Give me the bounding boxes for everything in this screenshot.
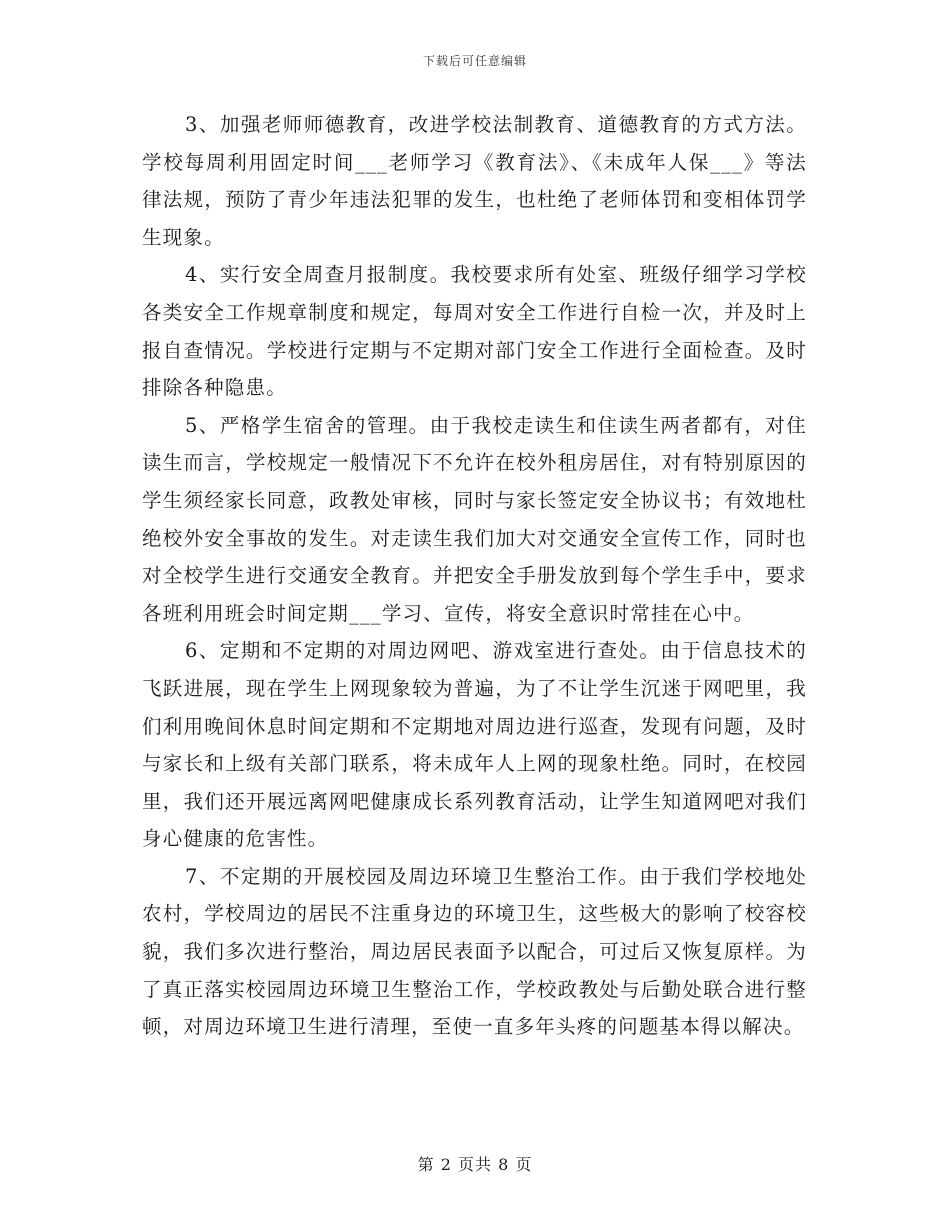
paragraph-item-3: 3、加强老师师德教育，改进学校法制教育、道德教育的方式方法。学校每周利用固定时间___老师学习《教育法》、《未成年人保___》等法律法规，预防了青少年违法犯罪的发生，也杜绝了老师体罚和变相体罚学生现象。 — [142, 113, 807, 249]
page-header: 下载后可任意编辑 — [422, 54, 527, 68]
paragraph-item-6: 6、定期和不定期的对周边网吧、游戏室进行查处。由于信息技术的飞跃进展，现在学生上网现象较为普遍，为了不让学生沉迷于网吧里，我们利用晚间休息时间定期和不定期地对周边进行巡查，发现有问题，及时与家长和上级有关部门联系，将未成年人上网的现象杜绝。同时，在校园里，我们还开展远离网吧健康成长系列教育活动，让学生知道网吧对我们身心健康的危害性。 — [142, 639, 807, 851]
paragraph-item-7: 7、不定期的开展校园及周边环境卫生整治工作。由于我们学校地处农村，学校周边的居民不注重身边的环境卫生，这些极大的影响了校容校貌，我们多次进行整治，周边居民表面予以配合，可过后又恢复原样。为了真正落实校园周边环境卫生整治工作，学校政教处与后勤处联合进行整顿，对周边环境卫生进行清理，至使一直多年头疼的问题基本得以解决。 — [142, 864, 807, 1039]
paragraph-item-4: 4、实行安全周查月报制度。我校要求所有处室、班级仔细学习学校各类安全工作规章制度和规定，每周对安全工作进行自检一次，并及时上报自查情况。学校进行定期与不定期对部门安全工作进行全面检查。及时排除各种隐患。 — [142, 263, 807, 400]
paragraph-item-5: 5、严格学生宿舍的管理。由于我校走读生和住读生两者都有，对住读生而言，学校规定一般情况下不允许在校外租房居住，对有特别原因的学生须经家长同意，政教处审核，同时与家长签定安全协议书；有效地杜绝校外安全事故的发生。对走读生我们加大对交通安全宣传工作，同时也对全校学生进行交通安全教育。并把安全手册发放到每个学生手中，要求各班利用班会时间定期___学习、宣传，将安全意识时常挂在心中。 — [142, 413, 807, 625]
page-number-footer: 第 2 页共 8 页 — [417, 1155, 533, 1174]
document-body — [142, 106, 807, 1046]
